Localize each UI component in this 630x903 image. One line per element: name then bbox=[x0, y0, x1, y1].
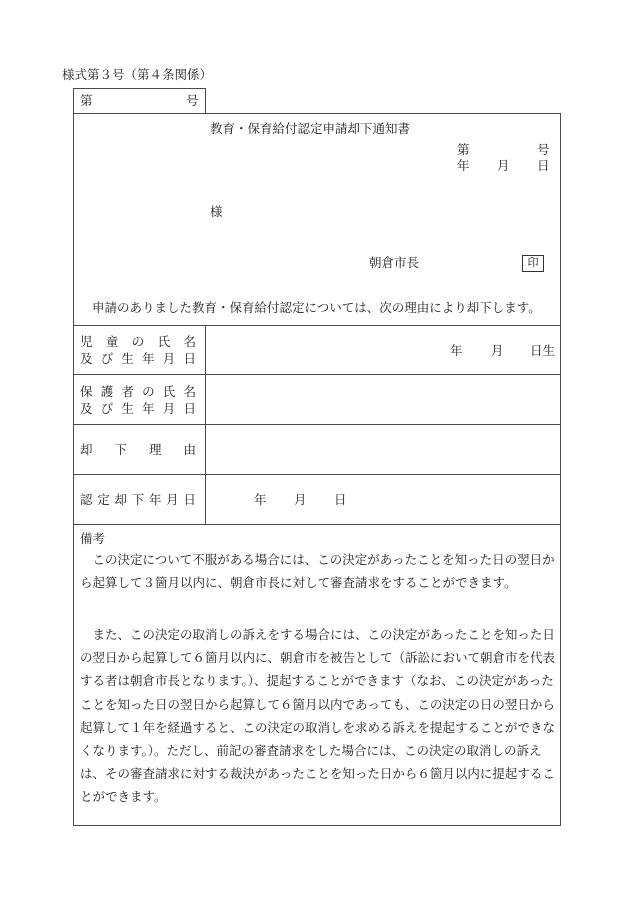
row2-label-line1: 保 護 者 の 氏 名 bbox=[80, 384, 196, 399]
row2-label-line2: 及 び 生 年 月 日 bbox=[80, 401, 196, 416]
row4-tsuki: 月 bbox=[294, 492, 307, 507]
row4-label: 認 定 却 下 年 月 日 bbox=[80, 492, 196, 507]
seal-stamp: 印 bbox=[522, 255, 544, 272]
notes-paragraph-2: また、この決定の取消しの訴えをする場合には、この決定があったことを知った日の翌日から起算して６箇月以内に、朝倉市を被告として（訴訟において朝倉市を代表する者は朝倉市長となります。）、提起することができます（なお、この決定があったことを知った日の翌日から起算して６箇月以内であっても、この決定の日の翌日から起算して１年を経過すると、この決定の取消しを求める訴えを提起することができなくなります。）。ただし、前記の審査請求をした場合には、この決定の取消しの訴えは、その審査請求に対する裁決があったことを知った日から６箇月以内に提起することができます。 bbox=[80, 627, 556, 805]
header-go: 号 bbox=[537, 142, 550, 157]
number-box-dai: 第 bbox=[80, 93, 93, 108]
row1-nen: 年 bbox=[450, 343, 463, 358]
number-box-go: 号 bbox=[186, 93, 199, 108]
header-tsuki: 月 bbox=[497, 158, 510, 173]
header-dai: 第 bbox=[457, 142, 470, 157]
row1-label-line1: 児 童 の 氏 名 bbox=[80, 334, 196, 349]
row1-tsuki: 月 bbox=[491, 343, 504, 358]
notes-paragraph-1: この決定について不服がある場合には、この決定があったことを知った日の翌日から起算して３箇月以内に、朝倉市長に対して審査請求をすることができます。 bbox=[80, 552, 555, 591]
form-label: 様式第３号（第４条関係） bbox=[62, 67, 213, 82]
row4-nen: 年 bbox=[254, 492, 267, 507]
mayor-name: 朝倉市長 bbox=[369, 255, 420, 270]
row3-label: 却 下 理 由 bbox=[80, 442, 196, 457]
header-nen: 年 bbox=[457, 158, 470, 173]
header-hi: 日 bbox=[537, 158, 550, 173]
row1-hisei: 日生 bbox=[530, 343, 556, 358]
row4-hi: 日 bbox=[334, 492, 347, 507]
recipient-sama: 様 bbox=[210, 204, 223, 219]
intro-text: 申請のありました教育・保育給付認定については、次の理由により却下します。 bbox=[92, 300, 541, 315]
row1-label-line2: 及 び 生 年 月 日 bbox=[80, 351, 196, 366]
document-title: 教育・保育給付認定申請却下通知書 bbox=[210, 121, 411, 136]
notes-heading: 備考 bbox=[80, 531, 106, 546]
